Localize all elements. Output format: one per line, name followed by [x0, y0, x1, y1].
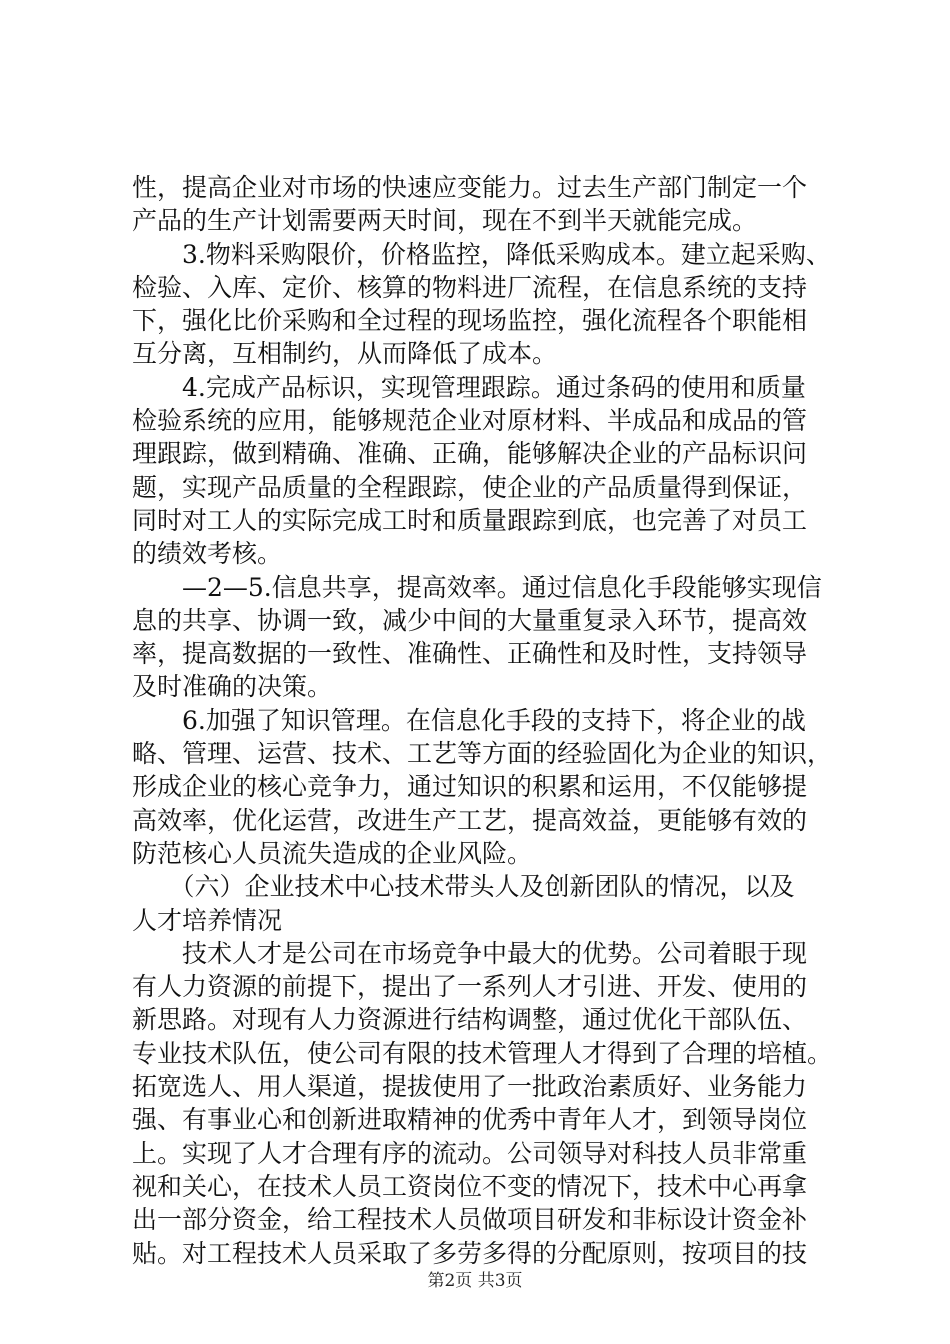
text-line: 的绩效考核。	[132, 539, 283, 569]
section-heading-line: （六）企业技术中心技术带头人及创新团队的情况，以及	[132, 872, 795, 902]
document-body	[132, 171, 832, 1270]
text-line: 6.加强了知识管理。在信息化手段的支持下，将企业的战	[132, 705, 806, 735]
text-line: 上。实现了人才合理有序的流动。公司领导对科技人员非常重	[132, 1138, 808, 1168]
text-line: 产品的生产计划需要两天时间，现在不到半天就能完成。	[132, 206, 758, 236]
text-line: 高效率，优化运营，改进生产工艺，提高效益，更能够有效的	[132, 805, 808, 835]
text-line: 视和关心，在技术人员工资岗位不变的情况下，技术中心再拿	[132, 1171, 808, 1201]
text-line: 新思路。对现有人力资源进行结构调整，通过优化干部队伍、	[132, 1005, 808, 1035]
text-line: 检验系统的应用，能够规范企业对原材料、半成品和成品的管	[132, 406, 808, 436]
text-line: 技术人才是公司在市场竞争中最大的优势。公司着眼于现	[132, 938, 808, 968]
text-line: 贴。对工程技术人员采取了多劳多得的分配原则，按项目的技	[132, 1238, 808, 1268]
text-line: 息的共享、协调一致，减少中间的大量重复录入环节，提高效	[132, 605, 808, 635]
text-line: 下，强化比价采购和全过程的现场监控，强化流程各个职能相	[132, 306, 808, 336]
text-line: 4.完成产品标识，实现管理跟踪。通过条码的使用和质量	[132, 372, 806, 402]
text-line: 3.物料采购限价，价格监控，降低采购成本。建立起采购、	[132, 239, 831, 269]
text-line: 略、管理、运营、技术、工艺等方面的经验固化为企业的知识，	[132, 739, 832, 769]
text-line: 强、有事业心和创新进取精神的优秀中青年人才，到领导岗位	[132, 1105, 808, 1135]
text-line: 拓宽选人、用人渠道，提拔使用了一批政治素质好、业务能力	[132, 1072, 808, 1102]
text-line: 专业技术队伍，使公司有限的技术管理人才得到了合理的培植。	[132, 1038, 832, 1068]
text-line: —2—5.信息共享，提高效率。通过信息化手段能够实现信	[132, 572, 822, 602]
page-number-label: 第2页 共3页	[427, 1271, 523, 1291]
text-line: 检验、入库、定价、核算的物料进厂流程，在信息系统的支持	[132, 272, 808, 302]
section-heading-line: 人才培养情况	[132, 905, 283, 935]
text-line: 及时准确的决策。	[132, 672, 333, 702]
text-line: 性，提高企业对市场的快速应变能力。过去生产部门制定一个	[132, 173, 808, 202]
text-line: 有人力资源的前提下，提出了一系列人才引进、开发、使用的	[132, 972, 808, 1002]
text-line: 理跟踪，做到精确、准确、正确，能够解决企业的产品标识问	[132, 439, 808, 469]
text-line: 互分离，互相制约，从而降低了成本。	[132, 339, 558, 369]
page-footer	[0, 1266, 950, 1291]
text-line: 率，提高数据的一致性、准确性、正确性和及时性，支持领导	[132, 639, 808, 669]
text-line: 题，实现产品质量的全程跟踪，使企业的产品质量得到保证，	[132, 472, 808, 502]
text-line: 防范核心人员流失造成的企业风险。	[132, 838, 533, 868]
text-line: 同时对工人的实际完成工时和质量跟踪到底，也完善了对员工	[132, 505, 808, 535]
text-line: 形成企业的核心竞争力，通过知识的积累和运用，不仅能够提	[132, 772, 808, 802]
text-line: 出一部分资金，给工程技术人员做项目研发和非标设计资金补	[132, 1205, 808, 1235]
